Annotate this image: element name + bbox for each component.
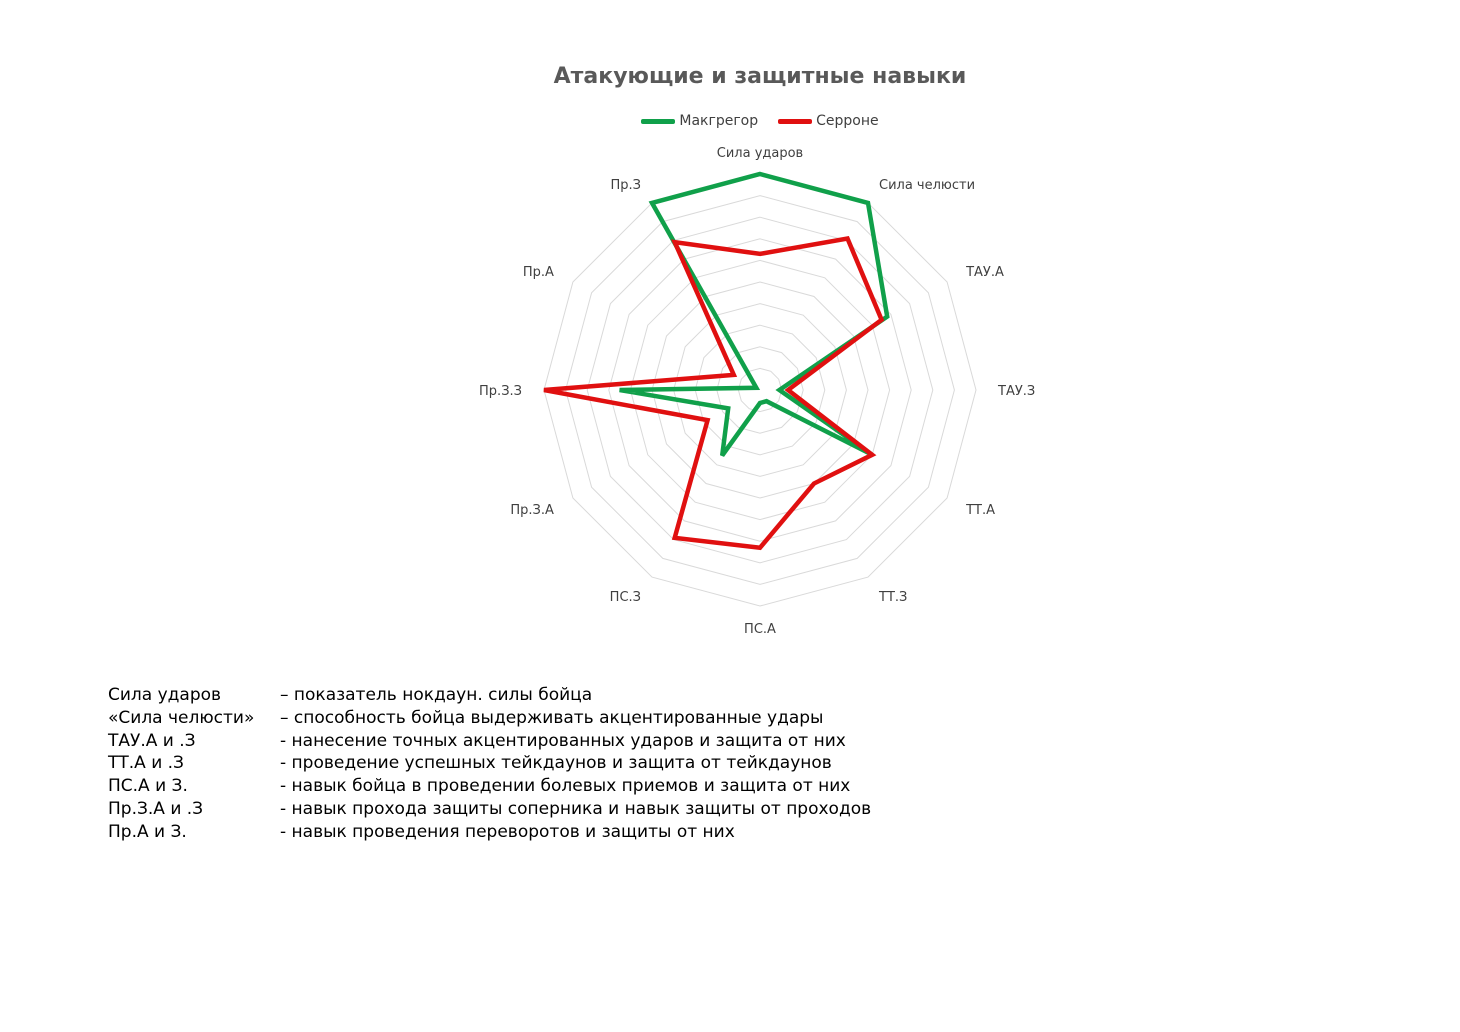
axis-label: Пр.А — [522, 265, 554, 280]
legend-label-series-1: Макгрегор — [679, 113, 759, 129]
axis-label: ТТ.А — [966, 503, 996, 518]
glossary-term: ТАУ.А и .З — [108, 730, 196, 751]
glossary-description: - проведение успешных тейкдаунов и защита от тейкдаунов — [280, 753, 832, 774]
glossary-description: - навык бойца в проведении болевых приемов и защита от них — [280, 776, 851, 797]
axis-label: ТТ.З — [879, 590, 908, 606]
glossary-term: ПС.А и З. — [108, 776, 188, 797]
glossary-description: - навык проведения переворотов и защиты от них — [280, 821, 735, 842]
radar-grid — [544, 174, 976, 606]
glossary-row — [108, 798, 871, 821]
glossary-row — [108, 775, 871, 798]
glossary-description: - нанесение точных акцентированных ударов и защита от них — [280, 730, 846, 751]
glossary-row — [108, 707, 871, 730]
axis-label: ТАУ.З — [998, 384, 1036, 399]
glossary-term: Сила ударов — [108, 685, 222, 705]
axis-label: Сила ударов — [716, 146, 804, 161]
axis-label: Пр.З.З — [479, 384, 522, 399]
glossary-term: «Сила челюсти» — [108, 707, 255, 728]
axis-label: ТАУ.А — [966, 265, 1004, 280]
axis-label: ПС.А — [744, 622, 776, 637]
legend-label-series-2: Серроне — [816, 113, 879, 129]
glossary-row — [108, 752, 871, 775]
glossary-description: – показатель нокдаун. силы бойца — [280, 685, 593, 705]
glossary — [108, 684, 871, 844]
axis-label: Сила челюсти — [879, 177, 976, 193]
glossary-description: – способность бойца выдерживать акцентированные удары — [280, 707, 824, 728]
glossary-row — [108, 730, 871, 753]
glossary-term: Пр.А и З. — [108, 821, 187, 842]
glossary-term: ТТ.А и .З — [108, 753, 184, 774]
axis-label: ПС.З — [609, 590, 641, 606]
chart-title: Атакующие и защитные навыки — [553, 64, 967, 89]
axis-label: Пр.З — [610, 177, 641, 193]
glossary-row — [108, 684, 871, 707]
axis-label: Пр.З.А — [510, 503, 554, 518]
series-line-2 — [544, 239, 882, 548]
glossary-term: Пр.З.А и .З — [108, 798, 204, 819]
glossary-row — [108, 821, 871, 844]
glossary-description: - навык прохода защиты соперника и навык защиты от проходов — [280, 798, 872, 819]
